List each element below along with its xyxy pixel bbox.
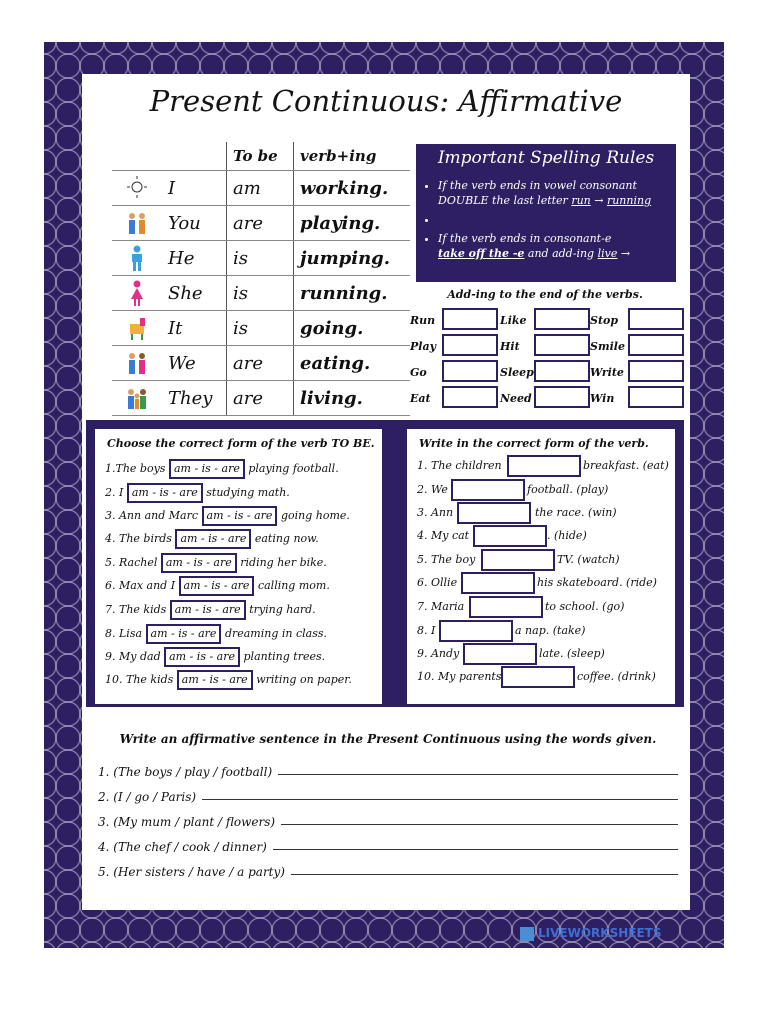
choice-select[interactable]: am - is - are xyxy=(170,600,246,620)
pronoun: She xyxy=(162,276,227,311)
list-item: 8. Lisa am - is - are dreaming in class. xyxy=(105,624,327,644)
answer-box[interactable] xyxy=(534,386,590,408)
list-item: 7. Maria xyxy=(417,600,465,613)
header-verb-ing: verb+ing xyxy=(294,142,411,171)
choice-select[interactable]: am - is - are xyxy=(179,576,255,596)
list-item: 4. My cat xyxy=(417,529,470,542)
verb-label: Need xyxy=(500,392,532,405)
answer-box[interactable] xyxy=(534,334,590,356)
list-item-suffix: the race. (win) xyxy=(535,506,617,519)
list-item: 4. The birds am - is - are eating now. xyxy=(105,529,319,549)
list-item: 5. Rachel am - is - are riding her bike. xyxy=(105,553,327,573)
answer-input[interactable] xyxy=(481,549,555,571)
choice-select[interactable]: am - is - are xyxy=(164,647,240,667)
list-item: 6. Max and I am - is - are calling mom. xyxy=(105,576,330,596)
answer-box[interactable] xyxy=(442,386,498,408)
couple-icon xyxy=(126,349,148,377)
list-item: 1. (The boys / play / football) xyxy=(98,754,678,779)
to-be: are xyxy=(227,346,294,381)
pronoun: I xyxy=(162,171,227,206)
verb-label: Eat xyxy=(410,392,431,405)
answer-input[interactable] xyxy=(457,502,531,524)
pronoun: We xyxy=(162,346,227,381)
verb-label: Play xyxy=(410,340,436,353)
verb-ing: eating. xyxy=(294,346,411,381)
answer-line[interactable] xyxy=(281,824,678,825)
verb-label: Run xyxy=(410,314,436,327)
answer-box[interactable] xyxy=(442,360,498,382)
pronoun: It xyxy=(162,311,227,346)
spelling-rules-box xyxy=(416,144,676,282)
choice-select[interactable]: am - is - are xyxy=(175,529,251,549)
watermark: LIVEWORKSHEETS xyxy=(520,926,661,941)
answer-line[interactable] xyxy=(202,799,678,800)
to-be: are xyxy=(227,381,294,416)
answer-input[interactable] xyxy=(439,620,513,642)
list-item-suffix: . (hide) xyxy=(547,529,587,542)
write-correct-title: Write in the correct form of the verb. xyxy=(419,437,649,450)
choice-select[interactable]: am - is - are xyxy=(169,459,245,479)
verb-label: Smile xyxy=(590,340,625,353)
answer-line[interactable] xyxy=(273,849,678,850)
list-item: 9. Andy xyxy=(417,647,460,660)
table-row xyxy=(112,381,410,416)
verb-ing: playing. xyxy=(294,206,411,241)
table-row xyxy=(112,171,410,206)
sun-person-icon xyxy=(126,174,148,202)
answer-box[interactable] xyxy=(442,308,498,330)
table-row xyxy=(112,206,410,241)
man-icon xyxy=(126,244,148,272)
list-item-suffix: breakfast. (eat) xyxy=(583,459,669,472)
rules-title: Important Spelling Rules xyxy=(437,148,655,168)
answer-line[interactable] xyxy=(291,874,678,875)
answer-box[interactable] xyxy=(442,334,498,356)
table-row xyxy=(112,241,410,276)
pronoun: He xyxy=(162,241,227,276)
list-item: 2. (I / go / Paris) xyxy=(98,779,678,804)
answer-box[interactable] xyxy=(628,334,684,356)
verb-ing: living. xyxy=(294,381,411,416)
rule-2: • If the verb ends in consonant-e take off the -e and add-ing live → xyxy=(438,231,676,261)
list-item-suffix: a nap. (take) xyxy=(515,624,586,637)
page-title: Present Continuous: Affirmative xyxy=(149,84,623,118)
choice-select[interactable]: am - is - are xyxy=(177,670,253,690)
answer-input[interactable] xyxy=(469,596,543,618)
verb-label: Hit xyxy=(500,340,520,353)
list-item-suffix: football. (play) xyxy=(527,483,609,496)
pronoun: They xyxy=(162,381,227,416)
list-item: 9. My dad am - is - are planting trees. xyxy=(105,647,325,667)
rule-empty xyxy=(438,212,676,227)
list-item: 1.The boys am - is - are playing football. xyxy=(105,459,339,479)
answer-line[interactable] xyxy=(278,774,678,775)
verb-label: Write xyxy=(590,366,624,379)
rule-1: • If the verb ends in vowel consonant DOUBLE the last letter run → running xyxy=(438,178,676,208)
list-item-suffix: to school. (go) xyxy=(545,600,625,613)
list-item-suffix: his skateboard. (ride) xyxy=(537,576,657,589)
answer-box[interactable] xyxy=(628,308,684,330)
choose-panel xyxy=(92,426,385,707)
list-item-suffix: TV. (watch) xyxy=(557,553,620,566)
to-be: is xyxy=(227,276,294,311)
choose-title: Choose the correct form of the verb TO BE. xyxy=(107,437,375,450)
affirmative-title: Write an affirmative sentence in the Present Continuous using the words given. xyxy=(119,732,657,746)
conjugation-table xyxy=(112,142,410,416)
verb-label: Like xyxy=(500,314,527,327)
list-item: 2. We xyxy=(417,483,448,496)
two-people-icon xyxy=(126,209,148,237)
pinata-icon xyxy=(126,314,148,342)
group-icon xyxy=(126,384,148,412)
answer-input[interactable] xyxy=(461,572,535,594)
answer-box[interactable] xyxy=(534,360,590,382)
answer-input[interactable] xyxy=(507,455,581,477)
list-item-suffix: late. (sleep) xyxy=(539,647,605,660)
table-row xyxy=(112,346,410,381)
list-item: 8. I xyxy=(417,624,436,637)
verb-label: Sleep xyxy=(500,366,534,379)
list-item-suffix: coffee. (drink) xyxy=(577,670,656,683)
verb-ing: jumping. xyxy=(294,241,411,276)
choice-select[interactable]: am - is - are xyxy=(202,506,278,526)
add-ing-title: Add-ing to the end of the verbs. xyxy=(447,288,643,301)
liveworksheets-logo-icon xyxy=(520,927,534,941)
list-item: 10. The kids am - is - are writing on paper. xyxy=(105,670,352,690)
affirmative-section xyxy=(98,732,678,879)
choice-select[interactable]: am - is - are xyxy=(146,624,222,644)
verb-label: Win xyxy=(590,392,615,405)
answer-box[interactable] xyxy=(628,360,684,382)
verb-label: Stop xyxy=(590,314,619,327)
verb-ing: running. xyxy=(294,276,411,311)
list-item: 6. Ollie xyxy=(417,576,458,589)
list-item: 5. The boy xyxy=(417,553,476,566)
header-to-be: To be xyxy=(227,142,294,171)
list-item: 1. The children xyxy=(417,459,502,472)
list-item: 3. Ann and Marc am - is - are going home. xyxy=(105,506,350,526)
woman-icon xyxy=(126,279,148,307)
to-be: is xyxy=(227,311,294,346)
list-item: 7. The kids am - is - are trying hard. xyxy=(105,600,316,620)
pronoun: You xyxy=(162,206,227,241)
answer-input[interactable] xyxy=(463,643,537,665)
choice-select[interactable]: am - is - are xyxy=(161,553,237,573)
list-item: 3. (My mum / plant / flowers) xyxy=(98,804,678,829)
answer-box[interactable] xyxy=(534,308,590,330)
list-item: 5. (Her sisters / have / a party) xyxy=(98,854,678,879)
to-be: are xyxy=(227,206,294,241)
verb-ing: working. xyxy=(294,171,411,206)
list-item: 2. I am - is - are studying math. xyxy=(105,483,290,503)
list-item: 4. (The chef / cook / dinner) xyxy=(98,829,678,854)
answer-input[interactable] xyxy=(473,525,547,547)
write-correct-panel xyxy=(404,426,678,707)
table-row xyxy=(112,276,410,311)
table-row xyxy=(112,311,410,346)
answer-input[interactable] xyxy=(451,479,525,501)
answer-box[interactable] xyxy=(628,386,684,408)
verb-label: Go xyxy=(410,366,427,379)
list-item: 10. My parents xyxy=(417,670,502,683)
to-be: is xyxy=(227,241,294,276)
answer-input[interactable] xyxy=(501,666,575,688)
choice-select[interactable]: am - is - are xyxy=(127,483,203,503)
list-item: 3. Ann xyxy=(417,506,454,519)
to-be: am xyxy=(227,171,294,206)
verb-ing: going. xyxy=(294,311,411,346)
